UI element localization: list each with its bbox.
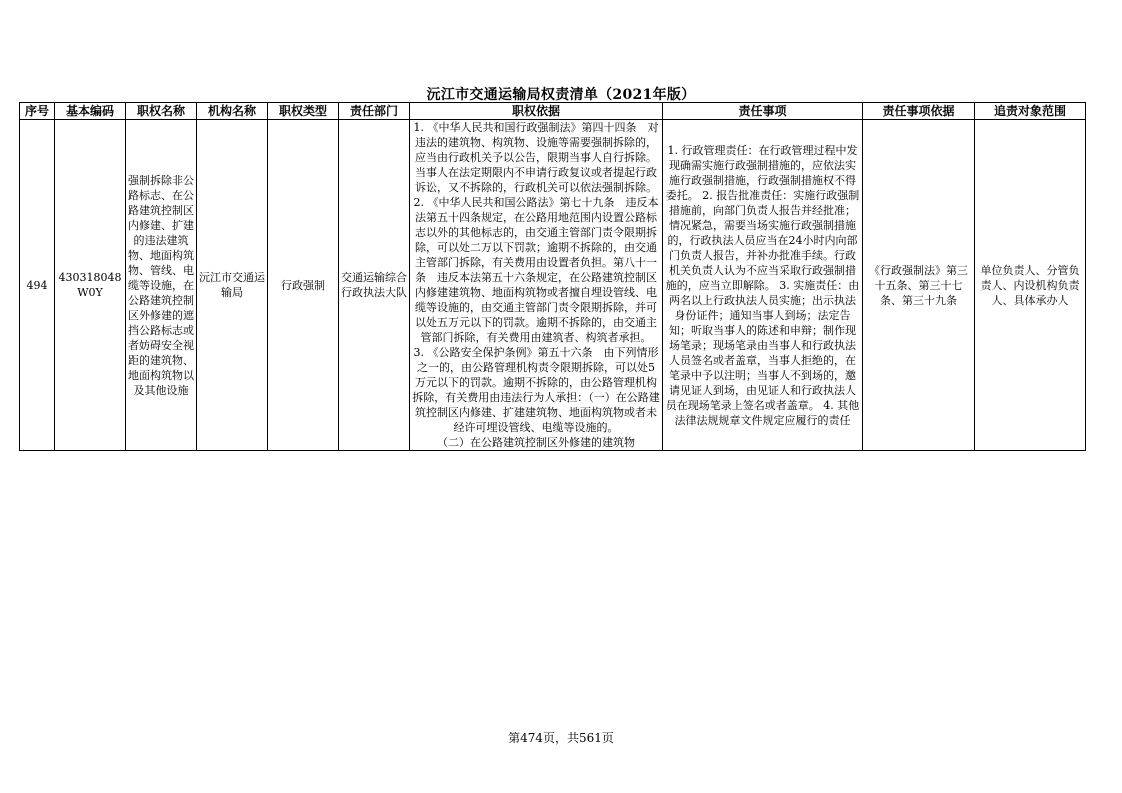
header-basis: 职权依据: [410, 103, 663, 120]
cell-seq: 494: [20, 120, 55, 451]
header-power-name: 职权名称: [126, 103, 197, 120]
cell-dept: 交通运输综合行政执法大队: [339, 120, 410, 451]
header-duty: 责任事项: [663, 103, 863, 120]
cell-duty: 1. 行政管理责任：在行政管理过程中发现确需实施行政强制措施的，应依法实施行政强制措施，行政强制措施权不得委托。 2. 报告批准责任：实施行政强制措施前，向部门负责人报告并经批准；情况紧急，需要当场实施行政强制措施的，行政执法人员应当在24小时内向部门负责人报告，并补办批准手续。行政机关负责人认为不应当采取行政强制措施的，应当立即解除。 3. 实施责任：由两名以上行政执法人员实施；出示执法身份证件；通知当事人到场；法定告知；听取当事人的陈述和申辩；制作现场笔录；现场笔录由当事人和行政执法人员签名或者盖章，当事人拒绝的，在笔录中予以注明；当事人不到场的，邀请见证人到场，由见证人和行政执法人员在现场笔录上签名或者盖章。 4. 其他法律法规规章文件规定应履行的责任: [663, 120, 863, 451]
cell-duty-basis: 《行政强制法》第三十五条、第三十七条、第三十九条: [863, 120, 975, 451]
header-power-type: 职权类型: [268, 103, 339, 120]
document-title: 沅江市交通运输局权责清单（2021年版）: [426, 87, 696, 103]
cell-org: 沅江市交通运输局: [197, 120, 268, 451]
header-org: 机构名称: [197, 103, 268, 120]
header-dept: 责任部门: [339, 103, 410, 120]
table-row: [20, 120, 1086, 451]
page-number: 第474页，共561页: [508, 731, 614, 745]
header-code: 基本编码: [55, 103, 126, 120]
table-header-row: [20, 103, 1086, 120]
cell-power-name: 强制拆除非公路标志、在公路建筑控制区内修建、扩建的违法建筑物、地面构筑物、管线、电缆等设施，在公路建筑控制区外修建的遮挡公路标志或者妨碍安全视距的建筑物、地面构筑物以及其他设施: [126, 120, 197, 451]
cell-accountable: 单位负责人、分管负责人、内设机构负责人、具体承办人: [975, 120, 1086, 451]
cell-code: 430318048W0Y: [55, 120, 126, 451]
header-accountable: 追责对象范围: [975, 103, 1086, 120]
header-seq: 序号: [20, 103, 55, 120]
responsibility-table: [19, 102, 1086, 451]
cell-basis: 1. 《中华人民共和国行政强制法》第四十四条 对违法的建筑物、构筑物、设施等需要强制拆除的，应当由行政机关予以公告，限期当事人自行拆除。当事人在法定期限内不申请行政复议或者提起行政诉讼，又不拆除的，行政机关可以依法强制拆除。 2. 《中华人民共和国公路法》第七十九条 违反本法第五十四条规定，在公路用地范围内设置公路标志以外的其他标志的，由交通主管部门责令限期拆除，可以处二万以下罚款；逾期不拆除的，由交通主管部门拆除，有关费用由设置者负担。第八十一条 违反本法第五十六条规定，在公路建筑控制区内修建建筑物、地面构筑物或者擅自埋设管线、电缆等设施的，由交通主管部门责令限期拆除，并可以处五万元以下的罚款。逾期不拆除的，由交通主管部门拆除，有关费用由建筑者、构筑者承担。 3. 《公路安全保护条例》第五十六条 由下列情形之一的，由公路管理机构责令限期拆除，可以处5万元以下的罚款。逾期不拆除的，由公路管理机构拆除，有关费用由违法行为人承担：（一）在公路建筑控制区内修建、扩建建筑物、地面构筑物或者未经许可埋设管线、电缆等设施的。 （二）在公路建筑控制区外修建的建筑物: [410, 120, 663, 451]
header-duty-basis: 责任事项依据: [863, 103, 975, 120]
cell-power-type: 行政强制: [268, 120, 339, 451]
